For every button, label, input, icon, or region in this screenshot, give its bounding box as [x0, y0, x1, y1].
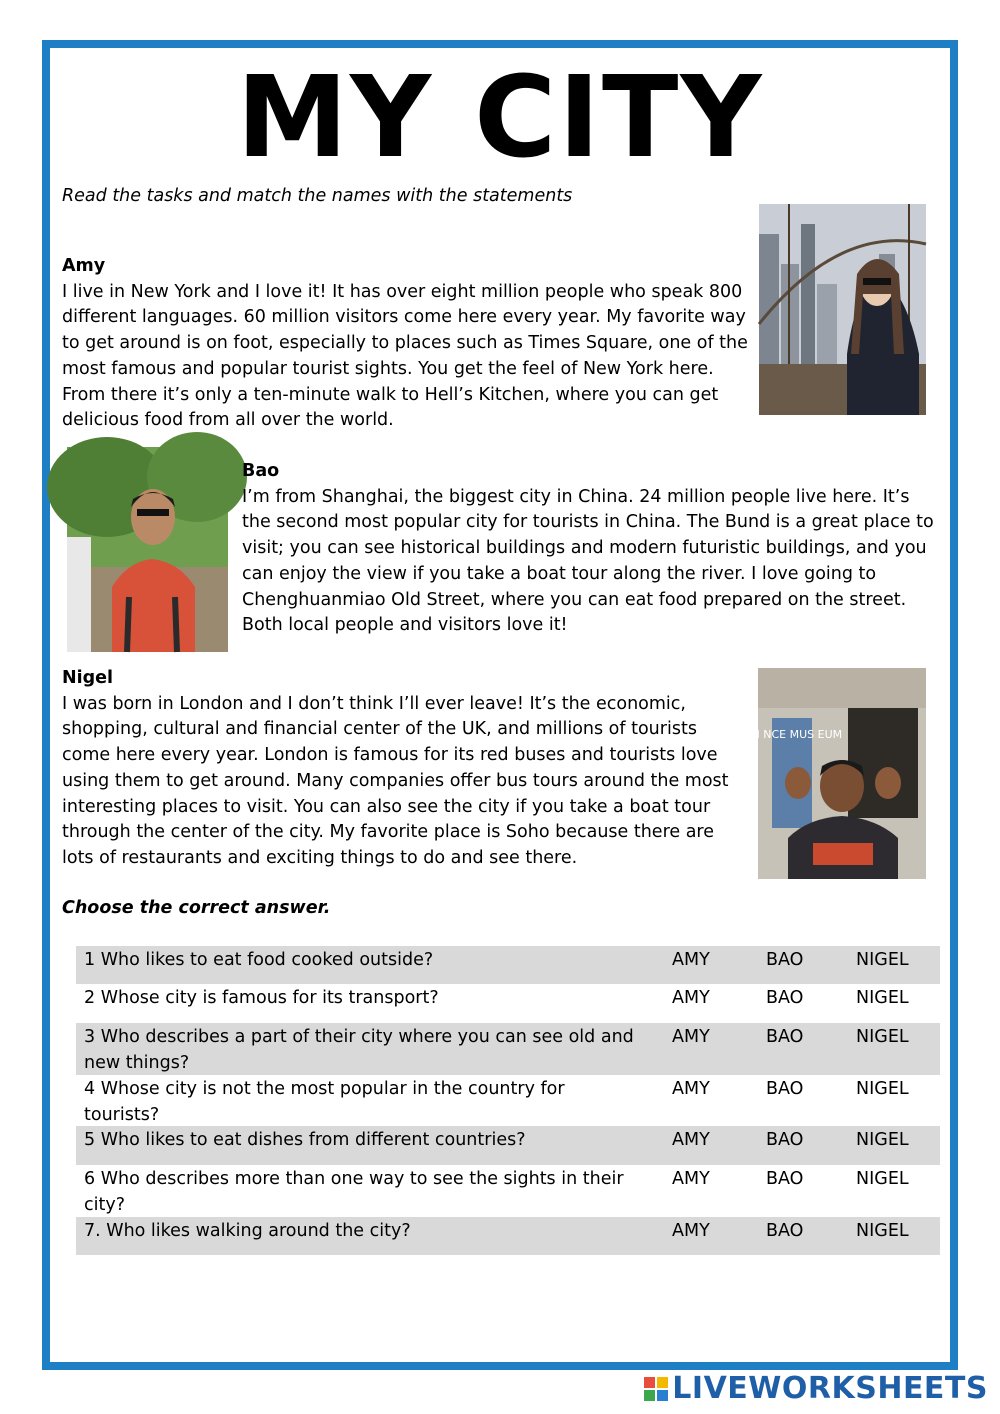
- choose-label: Choose the correct answer.: [62, 898, 331, 918]
- footer-brand-text: LIVEWORKSHEETS: [672, 1371, 988, 1406]
- bao-photo: [67, 447, 228, 652]
- question-text: 6 Who describes more than one way to see the sights in their city?: [84, 1169, 624, 1215]
- option-nigel[interactable]: NIGEL: [856, 1027, 909, 1047]
- option-nigel[interactable]: NIGEL: [856, 1169, 909, 1189]
- option-bao[interactable]: BAO: [766, 1079, 804, 1099]
- option-nigel[interactable]: NIGEL: [856, 950, 909, 970]
- nigel-text: I was born in London and I don’t think I’ll ever leave! It’s the economic, shopping, cultural and financial center of the UK, and millions of tourists come here every year. London is famous for its red buses and tourists love using them to get around. Many companies offer bus tours around the most interesting places to visit. You can also see the city if you take a boat tour through the center of the city. My favorite place is Soho because there are lots of restaurants and exciting things to do and see there.: [62, 693, 729, 868]
- footer-brand[interactable]: [644, 1371, 988, 1406]
- question-text: 4 Whose city is not the most popular in the country for tourists?: [84, 1079, 565, 1125]
- option-bao[interactable]: BAO: [766, 950, 804, 970]
- amy-text: I live in New York and I love it! It has over eight million people who speak 800 different languages. 60 million visitors come here every year. My favorite way to get around is on foot, especially to places such as Times Square, one of the most famous and popular tourist sights. You get the feel of New York here. From there it’s only a ten-minute walk to Hell’s Kitchen, where you can get delicious food from all over the world.: [62, 281, 748, 431]
- option-bao[interactable]: BAO: [766, 988, 804, 1008]
- question-text: 1 Who likes to eat food cooked outside?: [84, 950, 434, 970]
- bao-name: Bao: [242, 461, 280, 481]
- option-amy[interactable]: AMY: [672, 1221, 710, 1241]
- question-row: [76, 1075, 940, 1126]
- option-nigel[interactable]: NIGEL: [856, 1221, 909, 1241]
- bao-text: I’m from Shanghai, the biggest city in China. 24 million people live here. It’s the second most popular city for tourists in China. The Bund is a great place to visit; you can see historical buildings and modern futuristic buildings, and you can enjoy the view if you take a boat tour along the river. I love going to Chenghuanmiao Old Street, where you can eat food prepared on the street. Both local people and visitors love it!: [242, 486, 934, 636]
- option-bao[interactable]: BAO: [766, 1221, 804, 1241]
- option-nigel[interactable]: NIGEL: [856, 988, 909, 1008]
- question-text: 2 Whose city is famous for its transport?: [84, 988, 439, 1008]
- option-amy[interactable]: AMY: [672, 1169, 710, 1189]
- nigel-photo: [741, 668, 926, 879]
- nigel-section: [62, 666, 742, 872]
- option-amy[interactable]: AMY: [672, 1027, 710, 1047]
- question-text: 3 Who describes a part of their city where you can see old and new things?: [84, 1027, 634, 1073]
- question-table: [76, 946, 940, 1255]
- nigel-name: Nigel: [62, 668, 114, 688]
- bao-section: [242, 459, 942, 639]
- liveworksheets-logo-icon: [644, 1377, 668, 1401]
- question-text: 5 Who likes to eat dishes from different countries?: [84, 1130, 526, 1150]
- option-amy[interactable]: AMY: [672, 1130, 710, 1150]
- option-amy[interactable]: AMY: [672, 950, 710, 970]
- option-bao[interactable]: BAO: [766, 1130, 804, 1150]
- amy-photo: [759, 204, 926, 415]
- question-row: [76, 1165, 940, 1217]
- instructions: Read the tasks and match the names with the statements: [62, 186, 573, 206]
- question-text: 7. Who likes walking around the city?: [84, 1221, 411, 1241]
- science-museum-sign: SCI NCE MUS EUM: [741, 728, 843, 741]
- option-nigel[interactable]: NIGEL: [856, 1079, 909, 1099]
- option-amy[interactable]: AMY: [672, 988, 710, 1008]
- option-bao[interactable]: BAO: [766, 1027, 804, 1047]
- amy-name: Amy: [62, 256, 106, 276]
- question-row: [76, 946, 940, 984]
- amy-section: [62, 254, 752, 434]
- question-row: [76, 1126, 940, 1165]
- option-amy[interactable]: AMY: [672, 1079, 710, 1099]
- option-nigel[interactable]: NIGEL: [856, 1130, 909, 1150]
- question-row: [76, 1023, 940, 1075]
- page-title: MY CITY: [236, 53, 764, 183]
- option-bao[interactable]: BAO: [766, 1169, 804, 1189]
- question-row: [76, 984, 940, 1023]
- question-row: [76, 1217, 940, 1255]
